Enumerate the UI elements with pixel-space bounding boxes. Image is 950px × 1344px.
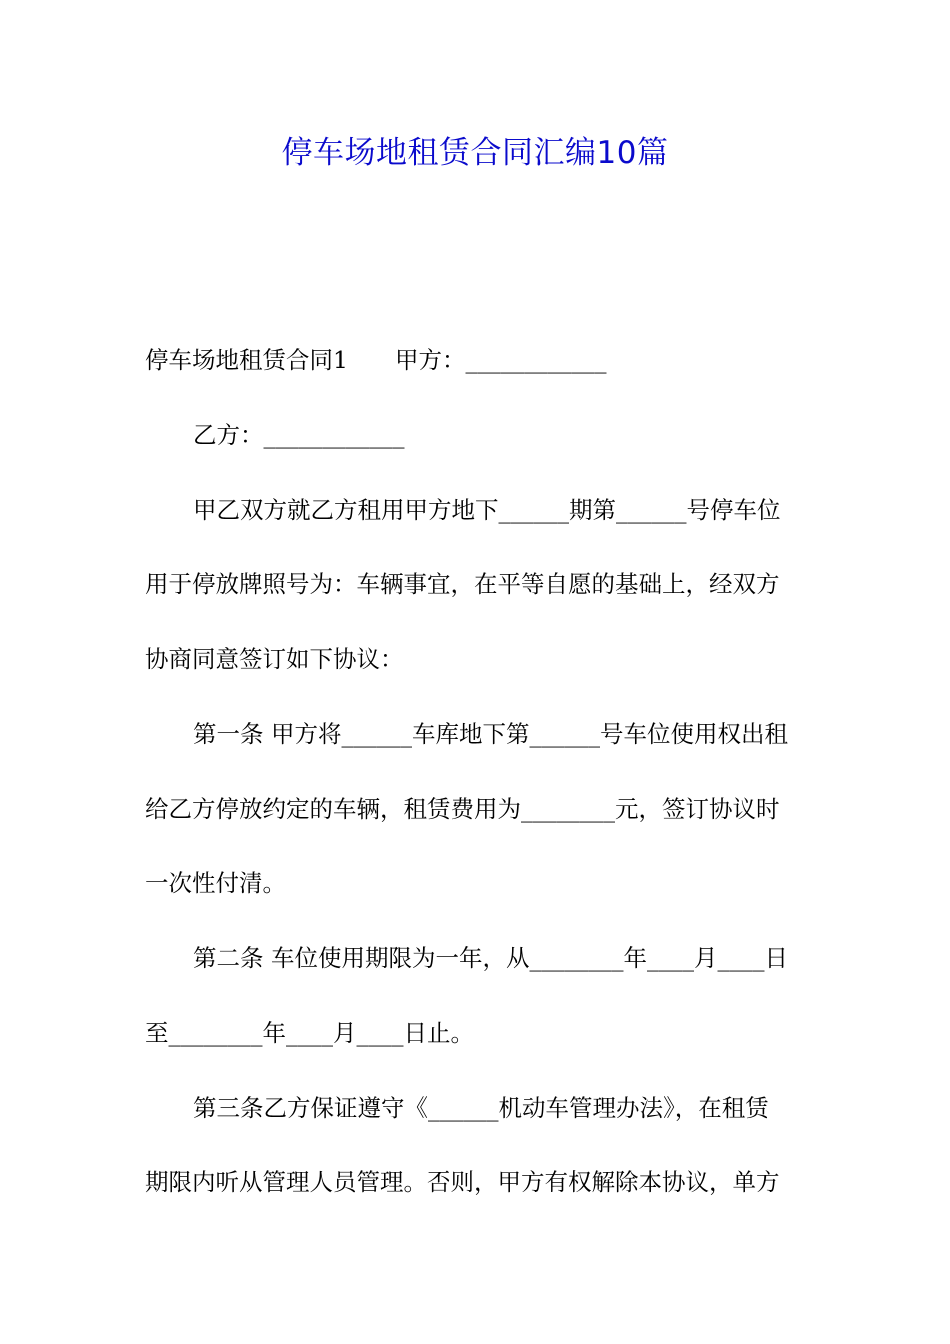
paragraph-line: 甲乙双方就乙方租用甲方地下______期第______号停车位 — [193, 496, 781, 524]
contract-heading-party-a: 停车场地租赁合同1 甲方：____________ — [145, 346, 607, 374]
paragraph-line: 用于停放牌照号为：车辆事宜，在平等自愿的基础上，经双方 — [145, 570, 780, 598]
paragraph-line: 协商同意签订如下协议： — [145, 645, 404, 673]
article-one-line: 一次性付清。 — [145, 869, 286, 897]
article-one-line: 第一条 甲方将______车库地下第______号车位使用权出租 — [193, 720, 788, 748]
article-two-line: 第二条 车位使用期限为一年，从________年____月____日 — [193, 944, 788, 972]
article-two-line: 至________年____月____日止。 — [145, 1019, 474, 1047]
party-b-line: 乙方：____________ — [193, 421, 405, 449]
article-three-line: 期限内听从管理人员管理。否则，甲方有权解除本协议，单方 — [145, 1168, 780, 1196]
document-title: 停车场地租赁合同汇编10篇 — [281, 135, 669, 171]
article-one-line: 给乙方停放约定的车辆，租赁费用为________元，签订协议时 — [145, 795, 780, 823]
document-body — [145, 345, 810, 1205]
article-three-line: 第三条乙方保证遵守《______机动车管理办法》，在租赁 — [193, 1094, 769, 1122]
